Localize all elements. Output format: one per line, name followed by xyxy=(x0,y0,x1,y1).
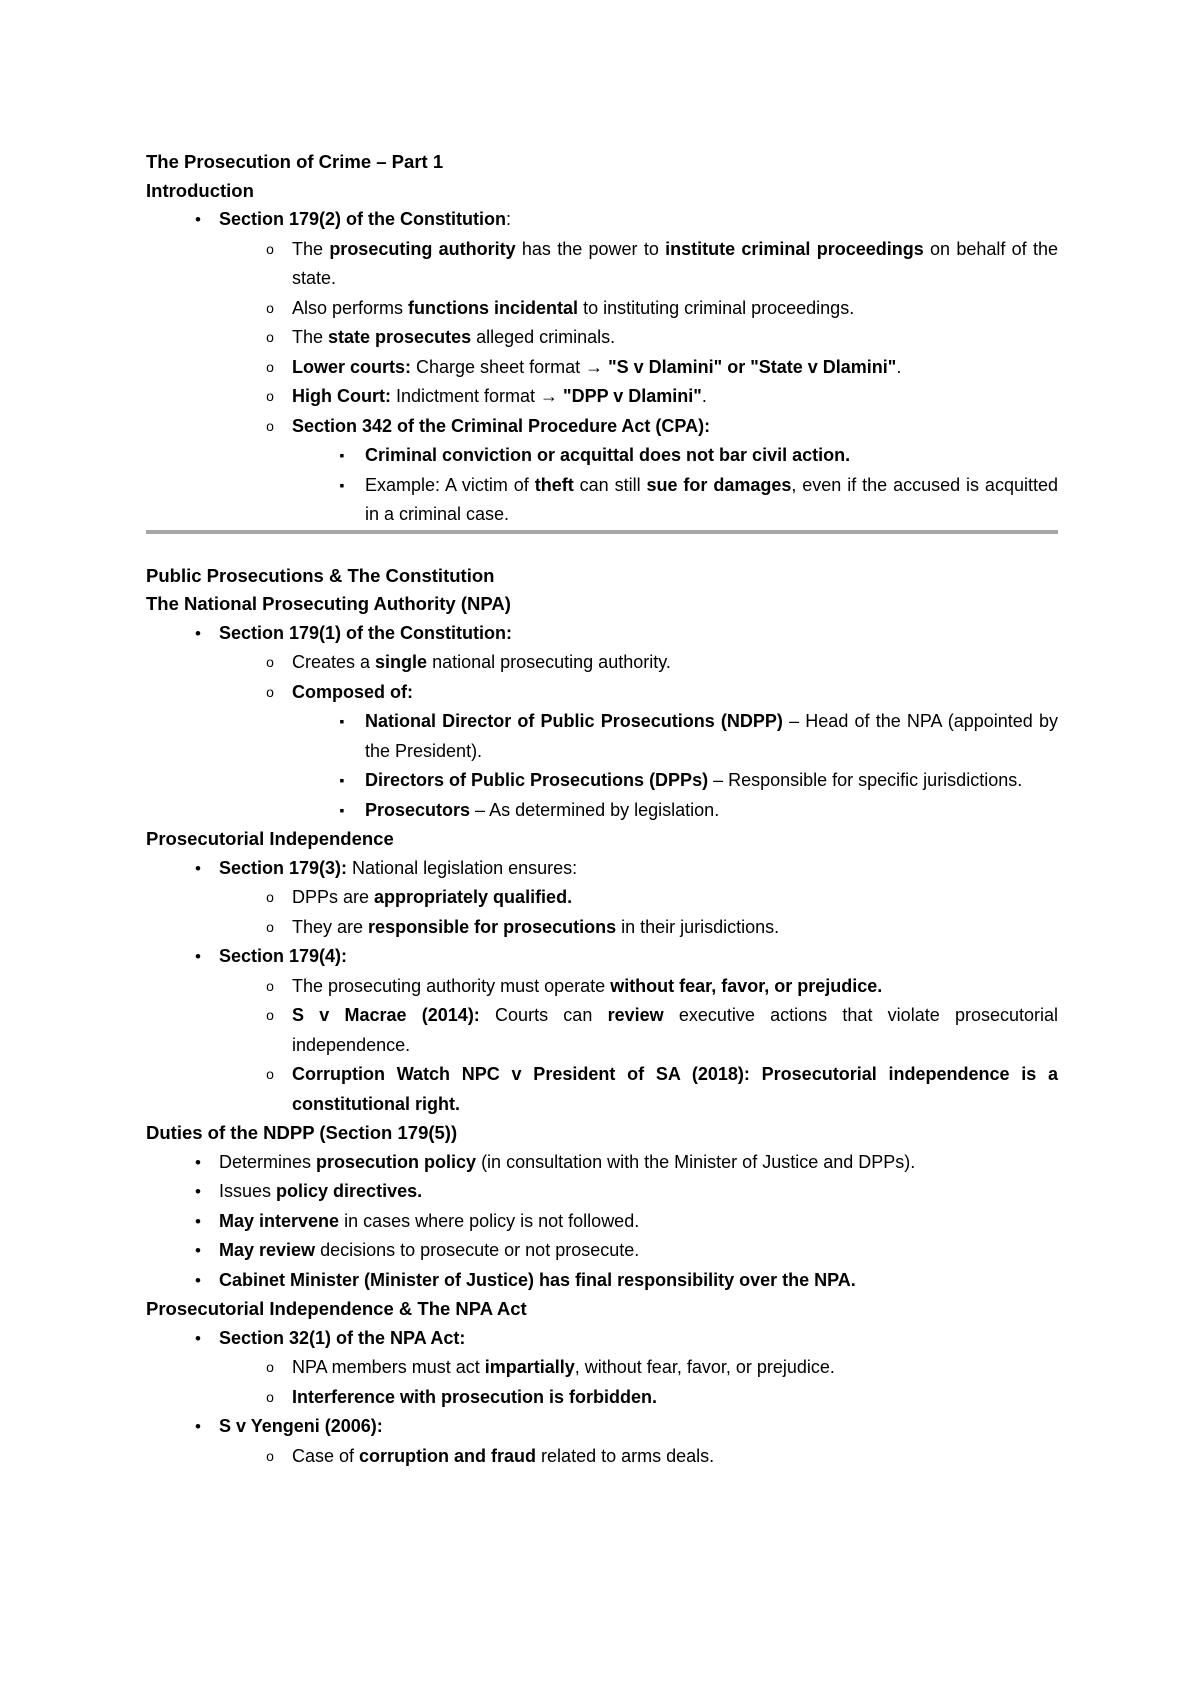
square-marker: ▪ xyxy=(339,801,345,818)
list-item: ▪ Prosecutors – As determined by legislation. xyxy=(146,796,1058,826)
list-item: • S v Yengeni (2006): xyxy=(146,1412,1058,1442)
bullet-marker: • xyxy=(195,1270,201,1290)
horizontal-divider xyxy=(146,530,1058,534)
document-title: The Prosecution of Crime – Part 1 xyxy=(146,151,444,172)
list-item: o Corruption Watch NPC v President of SA (2018): Prosecutorial independence is a constitutional right. xyxy=(146,1060,1058,1119)
list-item: • Section 179(4): xyxy=(146,942,1058,972)
list-item: o S v Macrae (2014): Courts can review executive actions that violate prosecutorial independence. xyxy=(146,1001,1058,1060)
bullet-marker: • xyxy=(195,210,201,229)
list-item xyxy=(146,205,1058,235)
subsection-heading-npa: The National Prosecuting Authority (NPA) xyxy=(146,593,511,614)
list-item: ▪ National Director of Public Prosecutions (NDPP) – Head of the NPA (appointed by the President). xyxy=(146,707,1058,766)
list-item: • Section 179(3): National legislation ensures: xyxy=(146,854,1058,884)
list-item: o Composed of: xyxy=(146,678,1058,708)
square-marker: ▪ xyxy=(339,772,345,788)
section-heading-npa-act: Prosecutorial Independence & The NPA Act xyxy=(146,1298,527,1319)
square-marker: ▪ xyxy=(339,447,345,463)
list-item: o NPA members must act impartially, without fear, favor, or prejudice. xyxy=(146,1353,1058,1383)
list-item: o Lower courts: Charge sheet format → "S v Dlamini" or "State v Dlamini". xyxy=(146,353,1058,383)
square-marker: ▪ xyxy=(339,476,345,493)
list-item: o Interference with prosecution is forbidden. xyxy=(146,1383,1058,1413)
item-text: Section 179(2) of the Constitution xyxy=(219,209,507,229)
bullet-marker: • xyxy=(195,1417,201,1436)
list-item: o DPPs are appropriately qualified. xyxy=(146,883,1058,913)
circle-marker: o xyxy=(266,1007,274,1023)
circle-marker: o xyxy=(266,417,274,434)
circle-marker: o xyxy=(266,358,274,375)
circle-marker: o xyxy=(266,654,274,670)
bullet-marker: • xyxy=(195,623,201,643)
bullet-marker: • xyxy=(195,1152,201,1172)
list-item: o The state prosecutes alleged criminals. xyxy=(146,323,1058,353)
list-item: • Determines prosecution policy (in consultation with the Minister of Justice and DPPs). xyxy=(146,1148,1058,1178)
bullet-marker: • xyxy=(195,858,201,878)
bullet-marker: • xyxy=(195,1182,201,1201)
circle-marker: o xyxy=(266,299,274,316)
list-item: o The prosecuting authority must operate without fear, favor, or prejudice. xyxy=(146,972,1058,1002)
circle-marker: o xyxy=(266,683,274,700)
list-item: o The prosecuting authority has the power to institute criminal proceedings on behalf of the state. xyxy=(146,235,1058,294)
bullet-marker: • xyxy=(195,1211,201,1231)
list-item: • May intervene in cases where policy is not followed. xyxy=(146,1207,1058,1237)
list-item: • Section 32(1) of the NPA Act: xyxy=(146,1324,1058,1354)
list-item: o They are responsible for prosecutions in their jurisdictions. xyxy=(146,913,1058,943)
list-item: o High Court: Indictment format → "DPP v Dlamini". xyxy=(146,382,1058,412)
document-content xyxy=(146,148,1058,1471)
list-item: • Issues policy directives. xyxy=(146,1177,1058,1207)
list-item: ▪ Example: A victim of theft can still sue for damages, even if the accused is acquitted in a criminal case. xyxy=(146,471,1058,530)
list-item: o Also performs functions incidental to instituting criminal proceedings. xyxy=(146,294,1058,324)
square-marker: ▪ xyxy=(339,713,345,729)
list-item: • Section 179(1) of the Constitution: xyxy=(146,619,1058,649)
circle-marker: o xyxy=(266,1388,274,1405)
section-heading-prosecutorial-independence: Prosecutorial Independence xyxy=(146,828,394,849)
bullet-marker: • xyxy=(195,1328,201,1348)
circle-marker: o xyxy=(266,329,274,345)
circle-marker: o xyxy=(266,388,274,404)
circle-marker: o xyxy=(266,240,274,257)
circle-marker: o xyxy=(266,977,274,994)
circle-marker: o xyxy=(266,1359,274,1375)
list-item: o Creates a single national prosecuting authority. xyxy=(146,648,1058,678)
section-heading-public-prosecutions: Public Prosecutions & The Constitution xyxy=(146,564,495,586)
list-item: ▪ Criminal conviction or acquittal does not bar civil action. xyxy=(146,441,1058,471)
section-heading-ndpp-duties: Duties of the NDPP (Section 179(5)) xyxy=(146,1122,458,1143)
circle-marker: o xyxy=(266,1066,274,1082)
bullet-marker: • xyxy=(195,1241,201,1260)
circle-marker: o xyxy=(266,918,274,935)
list-item: • Cabinet Minister (Minister of Justice) has final responsibility over the NPA. xyxy=(146,1266,1058,1296)
item-text: : xyxy=(506,209,512,229)
list-item: ▪ Directors of Public Prosecutions (DPPs) – Responsible for specific jurisdictions. xyxy=(146,766,1058,796)
section-heading-introduction: Introduction xyxy=(146,179,254,201)
circle-marker: o xyxy=(266,1447,274,1464)
circle-marker: o xyxy=(266,889,274,905)
list-item: o Case of corruption and fraud related to arms deals. xyxy=(146,1442,1058,1472)
list-item: • May review decisions to prosecute or not prosecute. xyxy=(146,1236,1058,1266)
bullet-marker: • xyxy=(195,947,201,966)
list-item: o Section 342 of the Criminal Procedure Act (CPA): xyxy=(146,412,1058,442)
